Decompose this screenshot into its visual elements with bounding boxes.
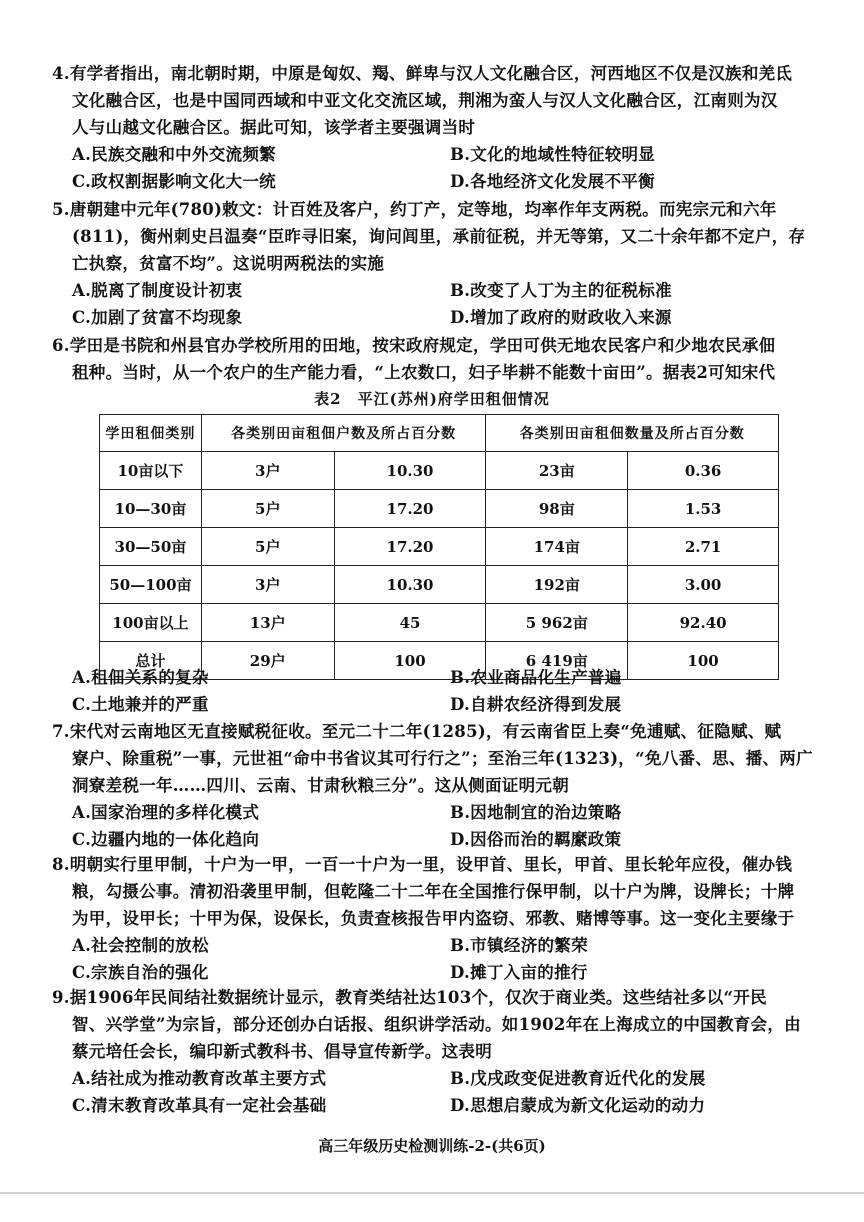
question-8-option-a: A.社会控制的放松 <box>72 936 209 955</box>
table-cell: 100亩以上 <box>100 604 202 642</box>
question-5-stem-line: 5.唐朝建中元年(780)敕文：计百姓及客户，约丁产，定等地，均率作年支两税。而宪宗元和六年 <box>52 200 777 219</box>
question-4-stem-line: 文化融合区，也是中国同西域和中亚文化交流区域，荆湘为蛮人与汉人文化融合区，江南则为汉 <box>72 91 778 110</box>
table-cell: 100 <box>628 642 779 680</box>
question-6-option-c: C.土地兼并的严重 <box>72 695 209 714</box>
question-7-option-c: C.边疆内地的一体化趋向 <box>72 830 260 849</box>
table-row <box>100 490 779 528</box>
table-cell: 10.30 <box>334 452 486 490</box>
question-4-option-a: A.民族交融和中外交流频繁 <box>72 145 276 164</box>
table-cell: 23亩 <box>486 452 628 490</box>
question-7-option-d: D.因俗而治的羁縻政策 <box>450 830 622 849</box>
question-8-option-d: D.摊丁入亩的推行 <box>450 963 588 982</box>
question-8-option-b: B.市镇经济的繁荣 <box>450 936 588 955</box>
question-8-stem-line: 粮，勾摄公事。清初沿袭里甲制，但乾隆二十二年在全国推行保甲制，以十户为牌，设牌长；十牌 <box>72 882 795 901</box>
table-cell: 92.40 <box>628 604 779 642</box>
table-cell: 50—100亩 <box>100 566 202 604</box>
question-5-option-c: C.加剧了贫富不均现象 <box>72 308 243 327</box>
question-8-option-c: C.宗族自治的强化 <box>72 963 209 982</box>
table-cell: 13户 <box>201 604 334 642</box>
table-caption: 表2 平江(苏州)府学田租佃情况 <box>314 390 550 408</box>
table-cell: 10亩以下 <box>100 452 202 490</box>
question-7-stem-line: 7.宋代对云南地区无直接赋税征收。至元二十二年(1285)，有云南省臣上奏“免逋赋、征隐赋、赋 <box>52 722 782 741</box>
table-row <box>100 528 779 566</box>
question-4-option-b: B.文化的地域性特征较明显 <box>450 145 656 164</box>
question-5-option-b: B.改变了人丁为主的征税标准 <box>450 281 672 300</box>
question-8 <box>52 851 822 986</box>
table-cell: 30—50亩 <box>100 528 202 566</box>
table-cell: 1.53 <box>628 490 779 528</box>
question-5-stem-line: (811)，衡州刺史吕温奏“臣昨寻旧案，询问闾里，承前征税，并无等第，又二十余年都不定户，存 <box>72 227 806 246</box>
question-4-option-d: D.各地经济文化发展不平衡 <box>450 172 655 191</box>
question-9-stem-line: 9.据1906年民间结社数据统计显示，教育类结社达103个，仅次于商业类。这些结社多以“开民 <box>52 988 767 1007</box>
table-cell: 2.71 <box>628 528 779 566</box>
question-9-option-b: B.戊戌政变促进教育近代化的发展 <box>450 1069 706 1088</box>
table-row <box>100 452 779 490</box>
table-cell: 5户 <box>201 490 334 528</box>
question-9 <box>52 984 822 1119</box>
question-8-stem-line: 8.明朝实行里甲制，十户为一甲，一百一十户为一里，设甲首、里长，甲首、里长轮年应役，催办钱 <box>52 855 793 874</box>
question-6-option-a: A.租佃关系的复杂 <box>72 668 209 687</box>
table-cell: 5户 <box>201 528 334 566</box>
question-5 <box>52 196 822 331</box>
table-cell: 98亩 <box>486 490 628 528</box>
table-cell: 5 962亩 <box>486 604 628 642</box>
question-4-stem-line: 人与山越文化融合区。据此可知，该学者主要强调当时 <box>72 118 476 137</box>
question-4-stem-line: 4.有学者指出，南北朝时期，中原是匈奴、羯、鲜卑与汉人文化融合区，河西地区不仅是汉族和羌氐 <box>52 64 793 83</box>
table-cell: 0.36 <box>628 452 779 490</box>
lease-table <box>99 414 779 680</box>
table-cell: 总计 <box>100 642 202 680</box>
question-7 <box>52 718 822 853</box>
question-8-stem-line: 为甲，设甲长；十甲为保，设保长，负责查核报告甲内盗窃、邪教、赌博等事。这一变化主要缘于 <box>72 909 795 928</box>
question-4-option-c: C.政权割据影响文化大一统 <box>72 172 276 191</box>
table-cell: 3.00 <box>628 566 779 604</box>
table-cell: 17.20 <box>334 528 486 566</box>
question-4 <box>52 60 822 195</box>
table-cell: 45 <box>334 604 486 642</box>
question-7-option-b: B.因地制宜的治边策略 <box>450 803 622 822</box>
table-header: 学田租佃类别 <box>100 415 202 452</box>
page-footer: 高三年级历史检测训练-2-(共6页) <box>318 1137 546 1155</box>
question-5-option-d: D.增加了政府的财政收入来源 <box>450 308 672 327</box>
question-7-option-a: A.国家治理的多样化模式 <box>72 803 260 822</box>
table-cell: 3户 <box>201 452 334 490</box>
question-6 <box>52 332 822 386</box>
bottom-divider <box>0 1192 864 1194</box>
table-header-row <box>100 415 779 452</box>
question-9-stem-line: 智、兴学堂”为宗旨，部分还创办白话报、组织讲学活动。如1902年在上海成立的中国教育会，由 <box>72 1015 801 1034</box>
question-9-option-a: A.结社成为推动教育改革主要方式 <box>72 1069 327 1088</box>
question-5-option-a: A.脱离了制度设计初衷 <box>72 281 243 300</box>
table-cell: 192亩 <box>486 566 628 604</box>
table-cell: 17.20 <box>334 490 486 528</box>
table-cell: 6 419亩 <box>486 642 628 680</box>
table-header: 各类别田亩租佃户数及所占百分数 <box>201 415 486 452</box>
question-9-stem-line: 蔡元培任会长，编印新式教科书、倡导宣传新学。这表明 <box>72 1042 492 1061</box>
table-cell: 10.30 <box>334 566 486 604</box>
table-cell: 100 <box>334 642 486 680</box>
table-row <box>100 604 779 642</box>
question-6-option-b: B.农业商品化生产普遍 <box>450 668 622 687</box>
question-9-option-d: D.思想启蒙成为新文化运动的动力 <box>450 1096 706 1115</box>
question-9-option-c: C.清末教育改革具有一定社会基础 <box>72 1096 327 1115</box>
question-6-stem-line: 租种。当时，从一个农户的生产能力看，“上农数口，妇子毕耕不能数十亩田”。据表2可知宋代 <box>72 363 776 382</box>
table-header: 各类别田亩租佃数量及所占百分数 <box>486 415 779 452</box>
table-cell: 29户 <box>201 642 334 680</box>
question-5-stem-line: 亡执察，贫富不均”。这说明两税法的实施 <box>72 254 385 273</box>
question-7-stem-line: 洞寮差税一年……四川、云南、甘肃秋粮三分”。这从侧面证明元朝 <box>72 776 569 795</box>
table-row <box>100 566 779 604</box>
question-6-stem-line: 6.学田是书院和州县官办学校所用的田地，按宋政府规定，学田可供无地农民客户和少地农民承佃 <box>52 336 776 355</box>
question-7-stem-line: 寮户、除重税”一事，元世祖“命中书省议其可行行之”；至治三年(1323)，“免八番、思、播、两广 <box>72 749 813 768</box>
question-6-options <box>52 664 822 718</box>
table-cell: 174亩 <box>486 528 628 566</box>
table-cell: 3户 <box>201 566 334 604</box>
table-cell: 10—30亩 <box>100 490 202 528</box>
question-6-option-d: D.自耕农经济得到发展 <box>450 695 622 714</box>
